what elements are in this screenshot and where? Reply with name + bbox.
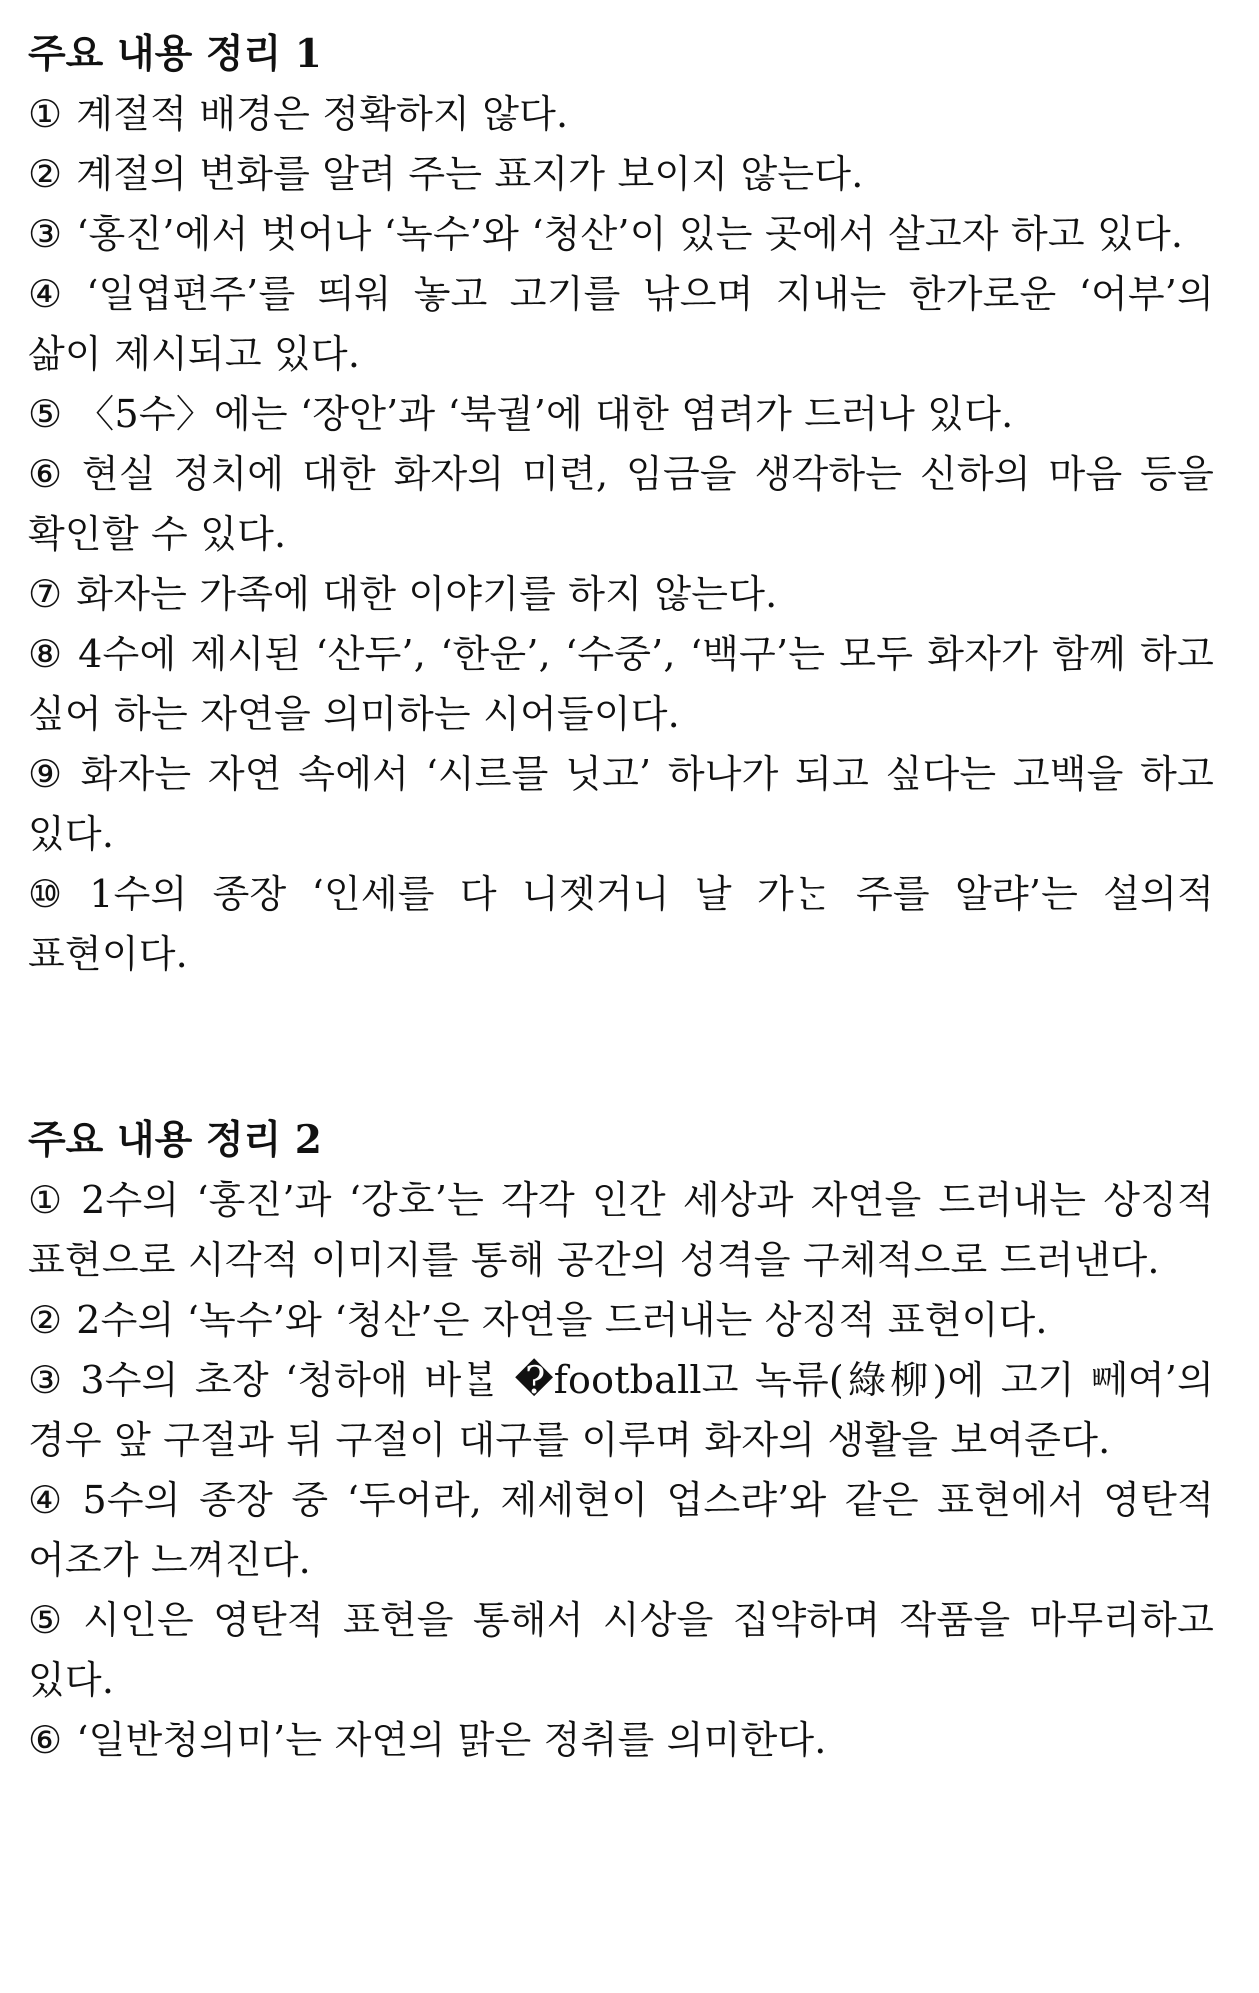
- item-number: ④: [28, 272, 73, 316]
- item-text: ‘일반청의미’는 자연의 맑은 정취를 의미한다.: [76, 1718, 827, 1762]
- list-item: [28, 384, 1214, 444]
- item-text: 3수의 초장 ‘청하애 바ᄇᆞᆯ �football고 녹류(綠柳)에 고기 ᄢᅦ여’의 경우 앞 구절과 뒤 구절이 대구를 이루며 화자의 생활을 보여준다.: [28, 1358, 1214, 1462]
- item-text: 〈5수〉에는 ‘장안’과 ‘북궐’에 대한 염려가 드러나 있다.: [76, 392, 1014, 436]
- item-text: 화자는 가족에 대한 이야기를 하지 않는다.: [76, 572, 778, 616]
- item-number: ②: [28, 1298, 63, 1342]
- item-number: ③: [28, 1358, 67, 1402]
- item-text: 계절적 배경은 정확하지 않다.: [76, 92, 569, 136]
- list-item: [28, 204, 1214, 264]
- item-text: 시인은 영탄적 표현을 통해서 시상을 집약하며 작품을 마무리하고 있다.: [28, 1598, 1214, 1702]
- list-item: [28, 444, 1214, 564]
- summary-section-1: [28, 0, 1214, 984]
- section-title: 주요 내용 정리 1: [28, 31, 322, 77]
- item-number: ②: [28, 152, 63, 196]
- item-text: ‘홍진’에서 벗어나 ‘녹수’와 ‘청산’이 있는 곳에서 살고자 하고 있다.: [76, 212, 1184, 256]
- item-text: 화자는 자연 속에서 ‘시르믈 닛고’ 하나가 되고 싶다는 고백을 하고 있다.: [28, 752, 1214, 856]
- item-text: 2수의 ‘녹수’와 ‘청산’은 자연을 드러내는 상징적 표현이다.: [76, 1298, 1048, 1342]
- item-number: ⑩: [28, 872, 76, 916]
- item-number: ①: [28, 92, 63, 136]
- item-number: ④: [28, 1478, 69, 1522]
- list-item: [28, 624, 1214, 744]
- list-item: [28, 264, 1214, 384]
- list-item: [28, 1470, 1214, 1590]
- item-text: 현실 정치에 대한 화자의 미련, 임금을 생각하는 신하의 마음 등을 확인할 수 있다.: [28, 452, 1214, 556]
- list-item: [28, 1170, 1214, 1290]
- summary-list: [28, 1170, 1214, 1770]
- list-item: [28, 1350, 1214, 1470]
- summary-list: [28, 84, 1214, 984]
- item-number: ⑤: [28, 392, 63, 436]
- item-text: ‘일엽편주’를 띄워 놓고 고기를 낚으며 지내는 한가로운 ‘어부’의 삶이 제시되고 있다.: [28, 272, 1214, 376]
- list-item: [28, 1590, 1214, 1710]
- list-item: [28, 1710, 1214, 1770]
- summary-section-2: [28, 1110, 1214, 1770]
- item-text: 5수의 종장 중 ‘두어라, 제세현이 업스랴’와 같은 표현에서 영탄적 어조가 느껴진다.: [28, 1478, 1214, 1582]
- item-number: ③: [28, 212, 63, 256]
- item-text: 계절의 변화를 알려 주는 표지가 보이지 않는다.: [76, 152, 864, 196]
- list-item: [28, 1290, 1214, 1350]
- document-page: [28, 0, 1214, 1770]
- item-number: ⑨: [28, 752, 67, 796]
- item-text: 1수의 종장 ‘인세를 다 니젯거니 날 가ᄂᆞᆫ 주를 알랴’는 설의적 표현이다.: [28, 872, 1214, 976]
- item-number: ⑥: [28, 1718, 63, 1762]
- list-item: [28, 744, 1214, 864]
- list-item: [28, 84, 1214, 144]
- item-text: 2수의 ‘홍진’과 ‘강호’는 각각 인간 세상과 자연을 드러내는 상징적 표현으로 시각적 이미지를 통해 공간의 성격을 구체적으로 드러낸다.: [28, 1178, 1214, 1282]
- item-number: ①: [28, 1178, 68, 1222]
- list-item: [28, 864, 1214, 984]
- item-number: ⑦: [28, 572, 63, 616]
- item-number: ⑧: [28, 632, 65, 676]
- item-number: ⑥: [28, 452, 68, 496]
- item-text: 4수에 제시된 ‘산두’, ‘한운’, ‘수중’, ‘백구’는 모두 화자가 함께 하고 싶어 하는 자연을 의미하는 시어들이다.: [28, 632, 1214, 736]
- list-item: [28, 144, 1214, 204]
- item-number: ⑤: [28, 1598, 70, 1642]
- section-title: 주요 내용 정리 2: [28, 1117, 322, 1163]
- list-item: [28, 564, 1214, 624]
